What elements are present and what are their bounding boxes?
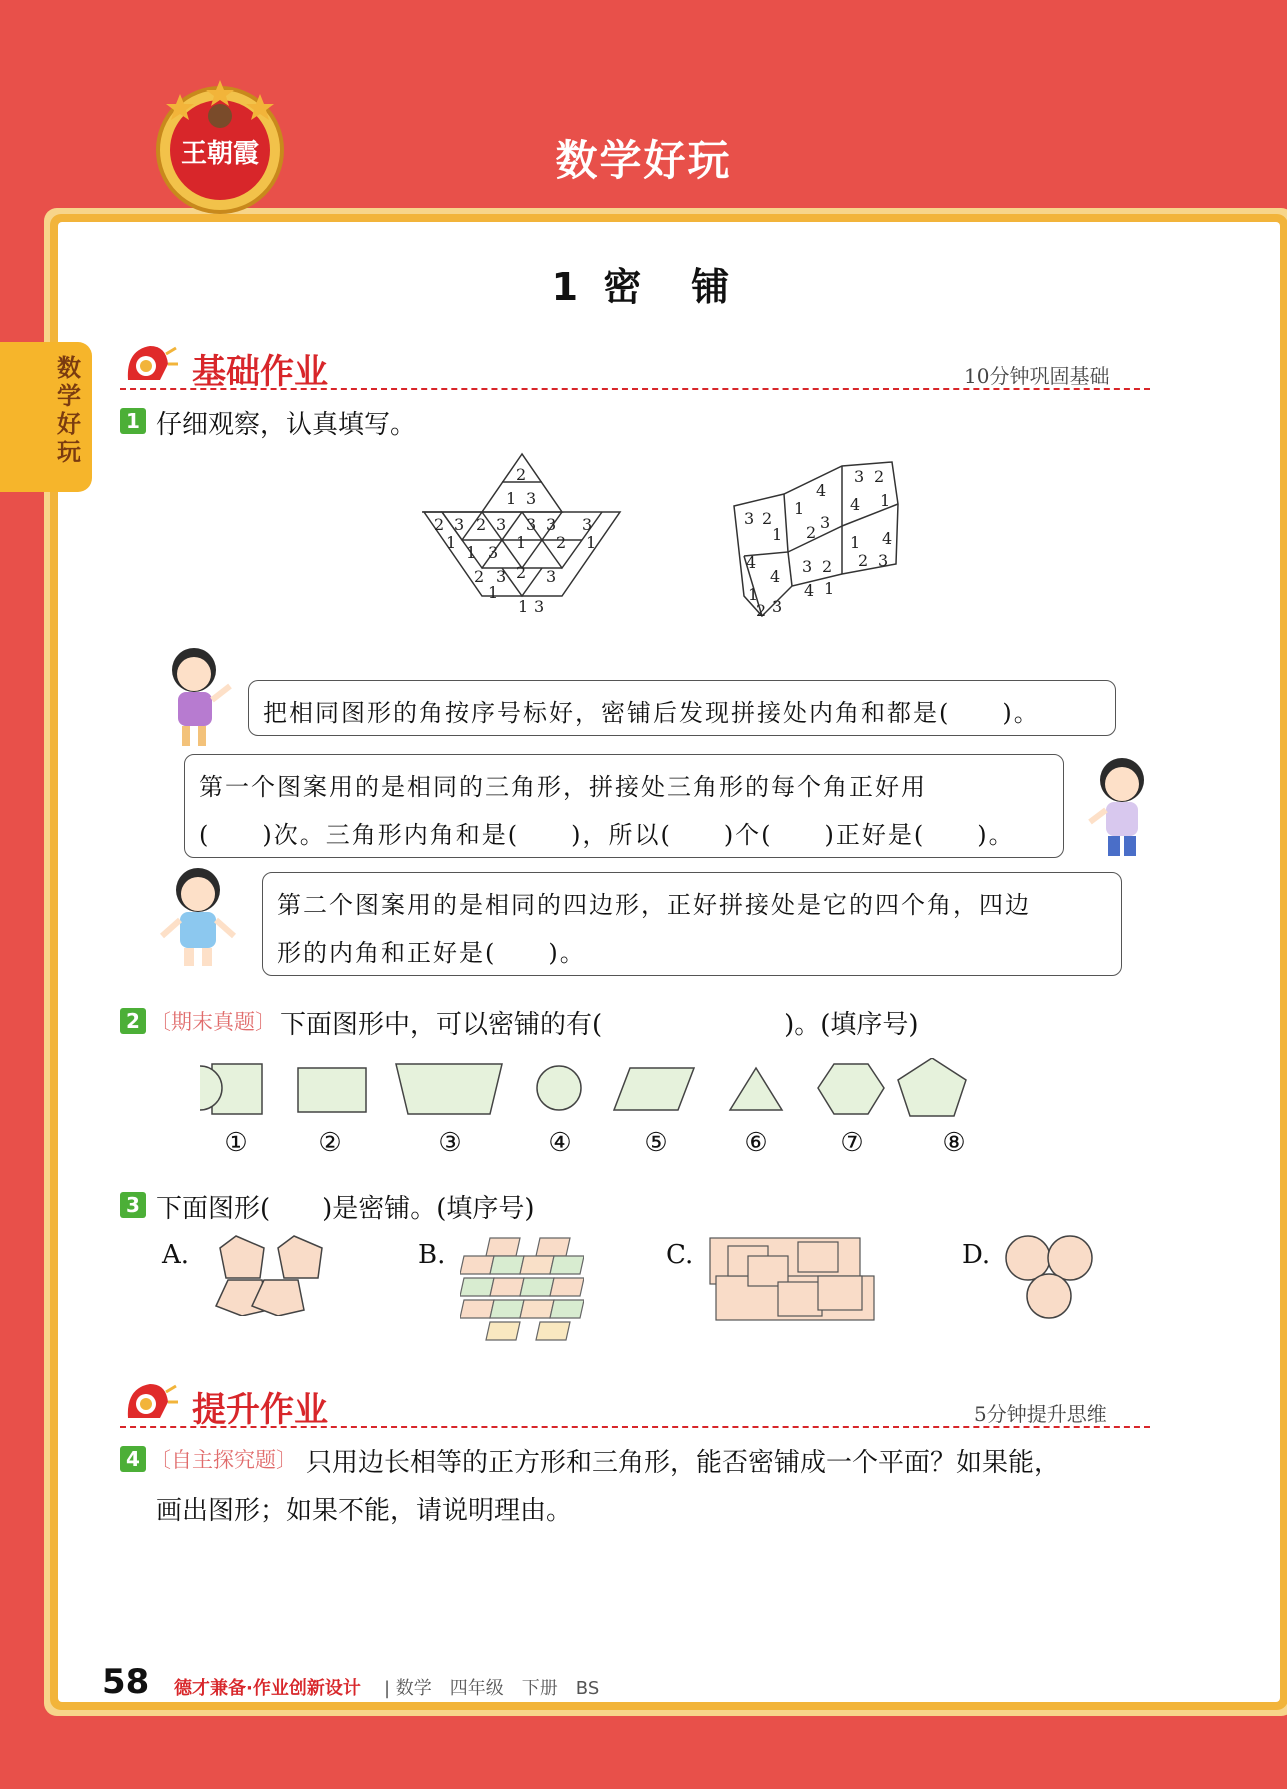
question-1-text: 仔细观察，认真填写。 — [156, 410, 417, 440]
section-basic-note: 10分钟巩固基础 — [964, 364, 1110, 388]
svg-text:3: 3 — [534, 597, 545, 616]
speech-bubble-3 — [262, 872, 1122, 976]
svg-text:1: 1 — [446, 533, 457, 552]
shape-label-3: ③ — [438, 1128, 462, 1158]
svg-text:1: 1 — [488, 583, 499, 602]
svg-text:1: 1 — [824, 579, 835, 598]
bubble-2-line-1: 第一个图案用的是相同的三角形，拼接处三角形的每个角正好用 — [199, 773, 927, 801]
triangle-tiling-figure — [422, 452, 622, 626]
svg-text:2: 2 — [556, 533, 567, 552]
quadrilateral-tiling-figure — [732, 456, 902, 622]
shape-label-8: ⑧ — [942, 1128, 966, 1158]
girl-character-2 — [156, 860, 240, 968]
option-b-label: B. — [418, 1240, 446, 1270]
shape-label-2: ② — [318, 1128, 342, 1158]
svg-text:1: 1 — [586, 533, 597, 552]
logo-text: 王朝霞 — [180, 139, 260, 169]
shape-label-6: ⑥ — [744, 1128, 768, 1158]
speech-bubble-1 — [248, 680, 1116, 736]
boy-character — [1086, 750, 1156, 860]
question-4-tag: 〔自主探究题〕 — [150, 1448, 297, 1472]
svg-text:1: 1 — [772, 525, 783, 544]
svg-text:3: 3 — [582, 515, 593, 534]
bubble-1-text: 把相同图形的角按序号标好，密铺后发现拼接处内角和都是( )。 — [263, 699, 1040, 727]
svg-text:1: 1 — [506, 489, 517, 508]
svg-text:2: 2 — [858, 551, 869, 570]
trapezoid-shape — [396, 1064, 502, 1114]
hexagon-shape — [818, 1064, 884, 1114]
lesson-title: 1 密 铺 — [551, 265, 736, 309]
question-number: 1 — [120, 408, 146, 434]
option-d-label: D. — [962, 1240, 991, 1270]
svg-text:1: 1 — [748, 585, 759, 604]
bubble-2-line-2: ( )次。三角形内角和是( )，所以( )个( )正好是( )。 — [199, 821, 1015, 849]
svg-text:2: 2 — [474, 567, 485, 586]
svg-text:3: 3 — [454, 515, 465, 534]
option-a-pentagons — [206, 1234, 332, 1316]
section-divider — [120, 1426, 1150, 1428]
shape-label-7: ⑦ — [840, 1128, 864, 1158]
question-4-text-line-1: 只用边长相等的正方形和三角形，能否密铺成一个平面？如果能， — [306, 1448, 1061, 1478]
svg-text:3: 3 — [526, 515, 537, 534]
option-c-label: C. — [666, 1240, 694, 1270]
svg-text:3: 3 — [526, 489, 537, 508]
page-number: 58 — [102, 1662, 150, 1702]
shape-label-5: ⑤ — [644, 1128, 668, 1158]
bell-icon — [120, 1378, 180, 1426]
girl-character-1 — [160, 640, 236, 750]
svg-text:1: 1 — [880, 491, 891, 510]
section-advanced-note: 5分钟提升思维 — [974, 1402, 1107, 1426]
svg-text:2: 2 — [756, 601, 767, 620]
svg-text:3: 3 — [854, 467, 865, 486]
pentagon-shape — [898, 1058, 966, 1116]
brand-seal-logo — [150, 74, 290, 214]
svg-text:4: 4 — [746, 553, 757, 572]
svg-text:1: 1 — [518, 597, 529, 616]
svg-text:4: 4 — [804, 581, 815, 600]
svg-text:4: 4 — [770, 567, 781, 586]
svg-text:3: 3 — [802, 557, 813, 576]
section-advanced-title: 提升作业 — [192, 1390, 328, 1430]
page-header-title: 数学好玩 — [555, 136, 732, 185]
parallelogram-shape — [614, 1068, 694, 1110]
question-2-tag: 〔期末真题〕 — [150, 1010, 276, 1034]
triangle-shape — [730, 1068, 782, 1110]
svg-text:2: 2 — [874, 467, 885, 486]
bubble-3-line-1: 第二个图案用的是相同的四边形，正好拼接处是它的四个角，四边 — [277, 891, 1031, 919]
svg-text:3: 3 — [546, 515, 557, 534]
section-basic-title: 基础作业 — [192, 352, 328, 392]
svg-text:3: 3 — [546, 567, 557, 586]
svg-text:2: 2 — [476, 515, 487, 534]
svg-text:3: 3 — [496, 567, 507, 586]
bubble-3-line-2: 形的内角和正好是( )。 — [277, 939, 586, 967]
bell-icon — [120, 340, 180, 388]
option-d-circles — [1004, 1234, 1094, 1322]
option-a-label: A. — [162, 1240, 190, 1270]
speech-bubble-2 — [184, 754, 1064, 858]
svg-text:4: 4 — [816, 481, 827, 500]
svg-text:4: 4 — [850, 495, 861, 514]
shape-label-1: ① — [224, 1128, 248, 1158]
section-divider — [120, 388, 1150, 390]
svg-text:1: 1 — [516, 533, 527, 552]
svg-text:2: 2 — [806, 523, 817, 542]
shape-label-4: ④ — [548, 1128, 572, 1158]
svg-text:1: 1 — [794, 499, 805, 518]
question-3-text: 下面图形( )是密铺。(填序号) — [156, 1194, 535, 1224]
svg-text:2: 2 — [434, 515, 445, 534]
svg-text:2: 2 — [516, 465, 527, 484]
svg-text:3: 3 — [820, 513, 831, 532]
question-number: 2 — [120, 1008, 146, 1034]
question-number: 3 — [120, 1192, 146, 1218]
svg-text:3: 3 — [488, 543, 499, 562]
svg-text:4: 4 — [882, 529, 893, 548]
question-number: 4 — [120, 1446, 146, 1472]
svg-text:1: 1 — [466, 543, 477, 562]
footer-series: 德才兼备·作业创新设计 — [174, 1678, 361, 1699]
q2-shapes-row — [200, 1058, 1000, 1120]
svg-text:3: 3 — [744, 509, 755, 528]
rectangle-shape — [298, 1068, 366, 1112]
option-b-hexagon-tiling — [460, 1236, 584, 1344]
svg-text:2: 2 — [822, 557, 833, 576]
svg-text:3: 3 — [496, 515, 507, 534]
question-4-text-line-2: 画出图形；如果不能，请说明理由。 — [156, 1496, 573, 1526]
side-tab-label: 数学好玩 — [57, 354, 81, 466]
svg-text:1: 1 — [850, 533, 861, 552]
svg-text:2: 2 — [516, 563, 527, 582]
question-2-text: 下面图形中，可以密铺的有( )。(填序号) — [280, 1010, 919, 1040]
svg-text:3: 3 — [772, 597, 783, 616]
side-tab — [0, 342, 92, 492]
option-c-irregular-tiling — [708, 1236, 878, 1322]
svg-text:3: 3 — [878, 551, 889, 570]
footer-subtitle: | 数学 四年级 下册 BS — [384, 1678, 600, 1699]
svg-text:2: 2 — [762, 509, 773, 528]
